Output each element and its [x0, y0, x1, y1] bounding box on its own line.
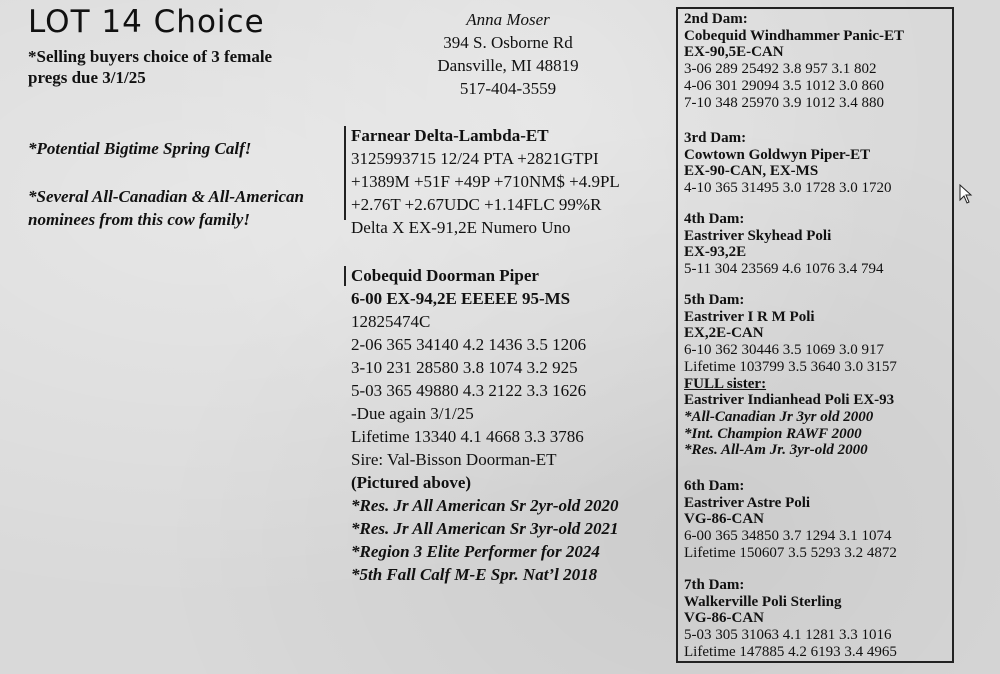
- dam-award: *Res. Jr All American Sr 3yr-old 2021: [351, 519, 619, 538]
- family-note-line2: nominees from this cow family!: [28, 210, 250, 229]
- selling-note-line2: pregs due 3/1/25: [28, 68, 146, 87]
- dam-line: -Due again 3/1/25: [351, 404, 474, 423]
- ped-classification: EX-90-CAN, EX-MS: [684, 163, 819, 180]
- ped-label: 7th Dam:: [684, 577, 745, 593]
- consignor-contact: [408, 8, 608, 100]
- ped-record: Lifetime 103799 3.5 3640 3.0 3157: [684, 358, 897, 375]
- ped-record: 4-06 301 29094 3.5 1012 3.0 860: [684, 77, 884, 94]
- full-sister-award: *Int. Champion RAWF 2000: [684, 425, 862, 442]
- ped-record: 4-10 365 31495 3.0 1728 3.0 1720: [684, 180, 892, 197]
- consignor-name: Anna Moser: [466, 10, 550, 29]
- dam-award: *Region 3 Elite Performer for 2024: [351, 542, 600, 561]
- dam-name: Cobequid Doorman Piper: [351, 266, 539, 285]
- ped-name: Cobequid Windhammer Panic-ET: [684, 27, 905, 44]
- ped-name: Eastriver Skyhead Poli: [684, 227, 832, 244]
- pedigree-3rd-dam: [684, 130, 952, 197]
- pedigree-6th-dam: [684, 478, 952, 562]
- dam-award: *Res. Jr All American Sr 2yr-old 2020: [351, 496, 619, 515]
- ped-record: 5-03 305 31063 4.1 1281 3.3 1016: [684, 627, 892, 644]
- pedigree-7th-dam: [684, 577, 952, 661]
- selling-note-line1: *Selling buyers choice of 3 female: [28, 47, 273, 66]
- dam-line: Lifetime 13340 4.1 4668 3.3 3786: [351, 427, 584, 446]
- full-sister-award: *All-Canadian Jr 3yr old 2000: [684, 408, 874, 425]
- sire-bracket-line: [344, 126, 346, 220]
- mouse-pointer-icon: [959, 184, 973, 204]
- sire-line: 3125993715 12/24 PTA +2821GTPI: [351, 149, 599, 168]
- dam-line: Sire: Val-Bisson Doorman-ET: [351, 450, 557, 469]
- lot-title: LOT 14 Choice: [28, 4, 265, 40]
- ped-classification: EX,2E-CAN: [684, 325, 764, 342]
- dam-line: 5-03 365 49880 4.3 2122 3.3 1626: [351, 381, 587, 400]
- pedigree-2nd-dam: [684, 11, 952, 111]
- dam-bracket-line: [344, 266, 346, 286]
- pedigree-5th-dam: [684, 292, 952, 459]
- sire-name: Farnear Delta-Lambda-ET: [351, 126, 549, 145]
- ped-record: Lifetime 147885 4.2 6193 3.4 4965: [684, 643, 897, 660]
- ped-record: 6-00 365 34850 3.7 1294 3.1 1074: [684, 528, 892, 545]
- ped-label: 5th Dam:: [684, 292, 745, 308]
- dam-line: 2-06 365 34140 4.2 1436 3.5 1206: [351, 335, 587, 354]
- dam-award: *5th Fall Calf M-E Spr. Nat’l 2018: [351, 565, 598, 584]
- dam-line: 3-10 231 28580 3.8 1074 3.2 925: [351, 358, 578, 377]
- ped-classification: EX-93,2E: [684, 244, 747, 261]
- ped-record: 7-10 348 25970 3.9 1012 3.4 880: [684, 94, 884, 111]
- ped-record: 3-06 289 25492 3.8 957 3.1 802: [684, 61, 877, 78]
- consignor-city: Dansville, MI 48819: [437, 56, 579, 75]
- ped-classification: VG-86-CAN: [684, 610, 764, 627]
- full-sister-award: *Res. All-Am Jr. 3yr-old 2000: [684, 442, 868, 459]
- ped-label: 4th Dam:: [684, 211, 745, 227]
- potential-note: *Potential Bigtime Spring Calf!: [28, 139, 252, 158]
- full-sister-label: FULL sister:: [684, 375, 767, 392]
- consignor-phone: 517-404-3559: [459, 79, 557, 98]
- dam-block: [351, 264, 618, 586]
- ped-name: Eastriver Astre Poli: [684, 494, 811, 511]
- ped-record: Lifetime 150607 3.5 5293 3.2 4872: [684, 544, 897, 561]
- ped-name: Eastriver I R M Poli: [684, 308, 815, 325]
- consignor-address: 394 S. Osborne Rd: [443, 33, 573, 52]
- dam-line: 12825474C: [351, 312, 431, 331]
- sire-line: +1389M +51F +49P +710NM$ +4.9PL: [351, 172, 620, 191]
- selling-note: [28, 46, 328, 88]
- pedigree-4th-dam: [684, 211, 952, 278]
- sire-line: +2.76T +2.67UDC +1.14FLC 99%R: [351, 195, 602, 214]
- ped-classification: VG-86-CAN: [684, 511, 764, 528]
- dam-classification: 6-00 EX-94,2E EEEEE 95-MS: [351, 289, 571, 308]
- ped-label: 6th Dam:: [684, 478, 745, 494]
- ped-label: 3rd Dam:: [684, 130, 747, 146]
- ped-record: 6-10 362 30446 3.5 1069 3.0 917: [684, 342, 884, 359]
- sire-line: Delta X EX-91,2E Numero Uno: [351, 218, 571, 237]
- ped-name: Walkerville Poli Sterling: [684, 593, 842, 610]
- ped-name: Cowtown Goldwyn Piper-ET: [684, 146, 871, 163]
- dam-pictured: (Pictured above): [351, 473, 472, 492]
- ped-classification: EX-90,5E-CAN: [684, 44, 784, 61]
- family-note: [28, 185, 358, 231]
- family-note-line1: *Several All-Canadian & All-American: [28, 187, 304, 206]
- ped-record: 5-11 304 23569 4.6 1076 3.4 794: [684, 261, 884, 278]
- full-sister-name: Eastriver Indianhead Poli EX-93: [684, 392, 895, 409]
- ped-label: 2nd Dam:: [684, 11, 748, 27]
- sire-block: [351, 124, 620, 239]
